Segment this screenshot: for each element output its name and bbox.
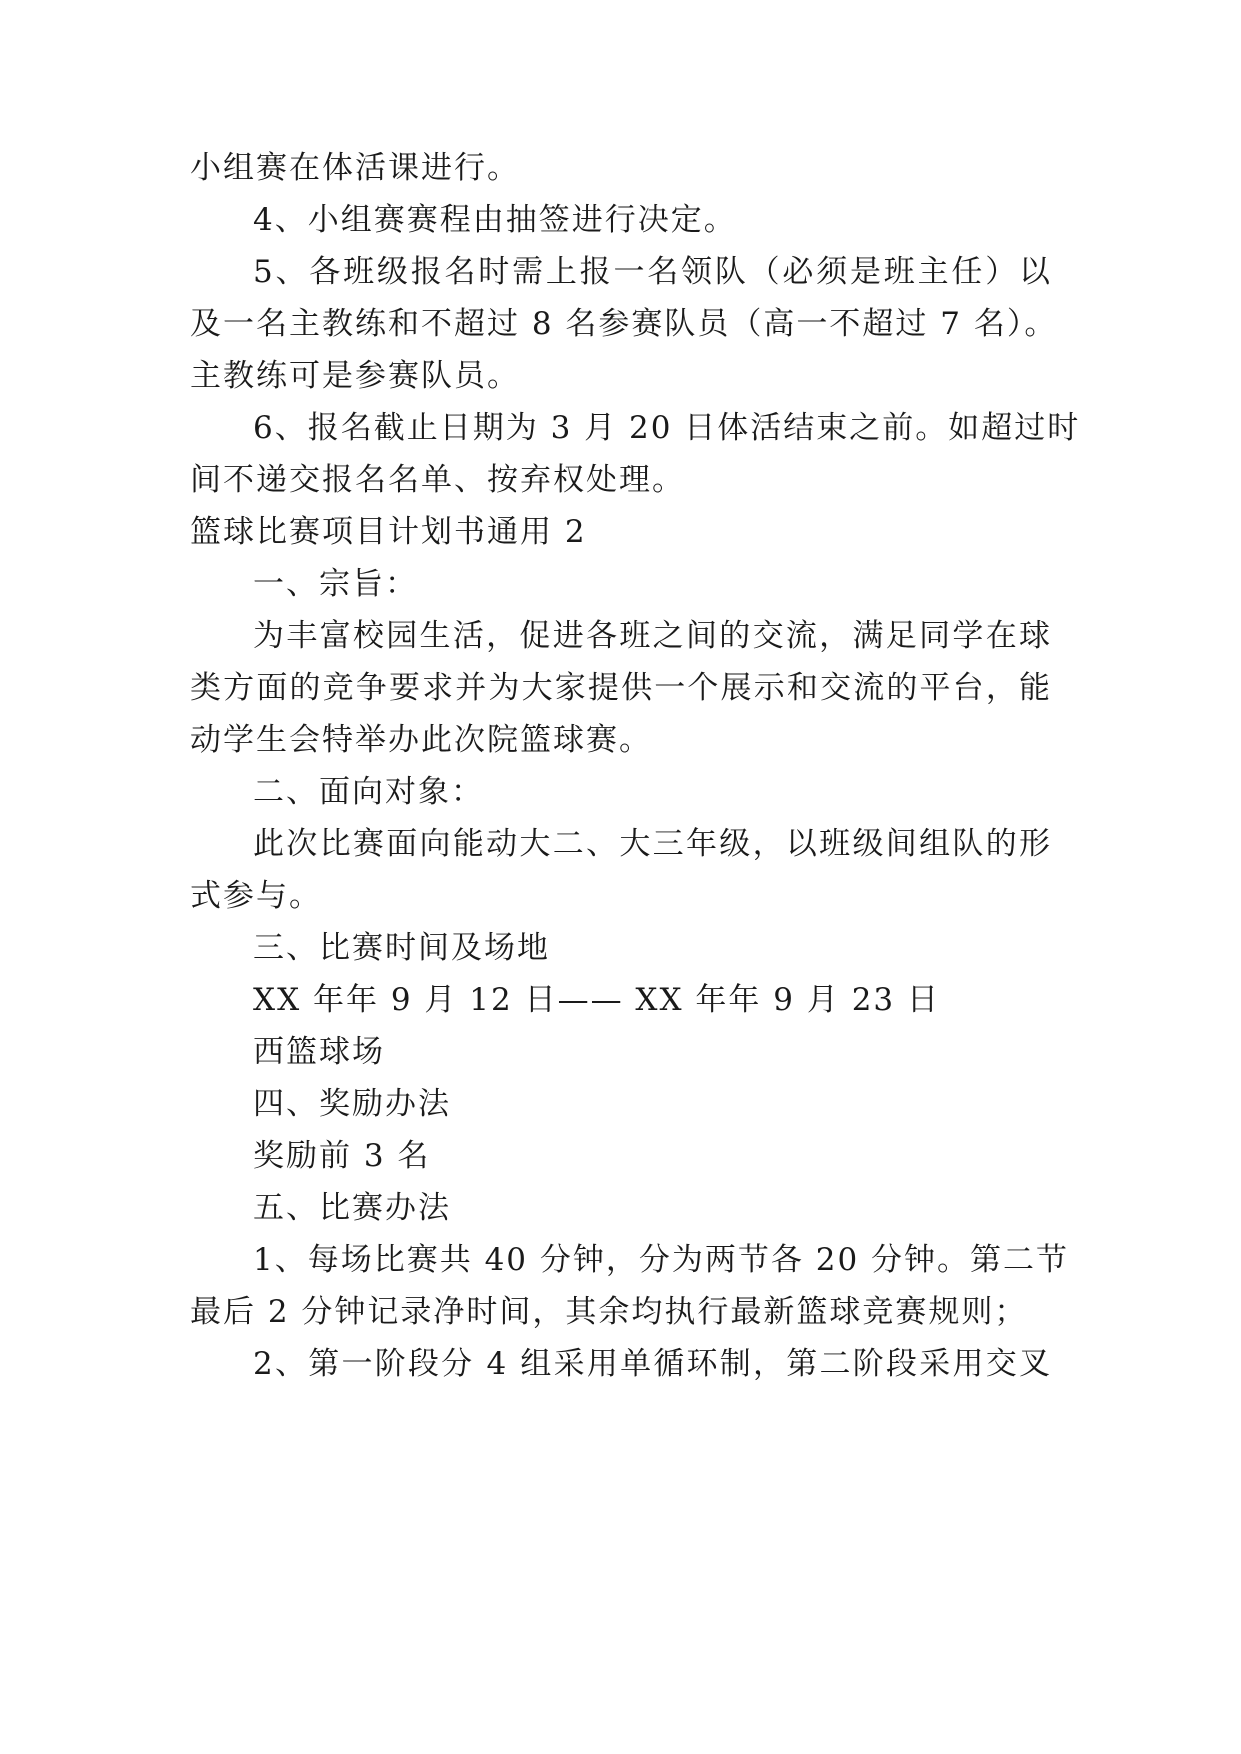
- text-line: 西篮球场: [253, 1034, 385, 1070]
- section-heading: 篮球比赛项目计划书通用 2: [190, 514, 587, 550]
- text-line: XX 年年 9 月 12 日—— XX 年年 9 月 23 日: [253, 982, 941, 1018]
- text-line: 类方面的竞争要求并为大家提供一个展示和交流的平台，能: [190, 670, 1052, 706]
- text-line: 动学生会特举办此次院篮球赛。: [190, 722, 652, 758]
- text-line: 1、每场比赛共 40 分钟，分为两节各 20 分钟。第二节: [253, 1242, 1070, 1278]
- text-line: 小组赛在体活课进行。: [190, 150, 520, 186]
- text-line: 三、比赛时间及场地: [253, 930, 550, 966]
- text-line: 一、宗旨：: [253, 566, 418, 602]
- text-line: 6、报名截止日期为 3 月 20 日体活结束之前。如超过时: [253, 410, 1081, 446]
- text-line: 及一名主教练和不超过 8 名参赛队员（高一不超过 7 名）。: [190, 306, 1058, 342]
- text-line: 最后 2 分钟记录净时间，其余均执行最新篮球竞赛规则；: [190, 1294, 1028, 1330]
- text-line: 4、小组赛赛程由抽签进行决定。: [253, 202, 737, 238]
- text-line: 四、奖励办法: [253, 1086, 451, 1122]
- text-line: 5、各班级报名时需上报一名领队（必须是班主任）以: [253, 254, 1052, 290]
- text-line: 主教练可是参赛队员。: [190, 358, 520, 394]
- text-line: 此次比赛面向能动大二、大三年级，以班级间组队的形: [253, 826, 1052, 862]
- text-line: 间不递交报名名单、按弃权处理。: [190, 462, 685, 498]
- text-line: 为丰富校园生活，促进各班之间的交流，满足同学在球: [253, 618, 1052, 654]
- text-line: 二、面向对象：: [253, 774, 484, 810]
- text-line: 式参与。: [190, 878, 322, 914]
- text-line: 奖励前 3 名: [253, 1138, 431, 1174]
- text-line: 2、第一阶段分 4 组采用单循环制，第二阶段采用交叉: [253, 1346, 1052, 1382]
- text-line: 五、比赛办法: [253, 1190, 451, 1226]
